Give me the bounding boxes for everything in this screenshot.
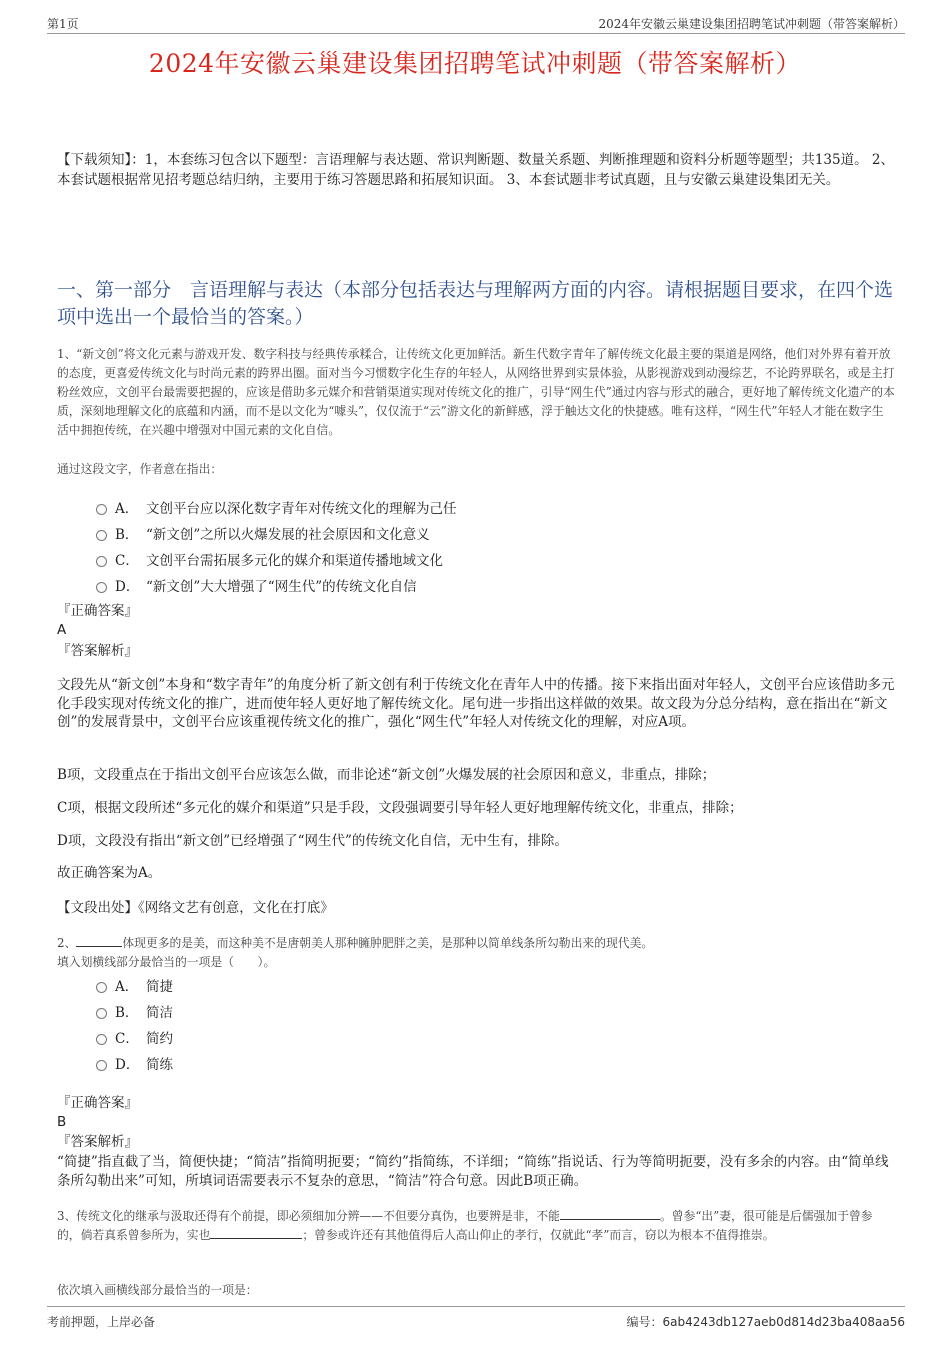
page-header: [47, 13, 905, 34]
radio-icon[interactable]: [96, 504, 107, 515]
question-2-options: [96, 972, 173, 1076]
option-c[interactable]: C． 简约: [96, 1024, 173, 1050]
question-1-options: [96, 494, 457, 598]
page-number: 第1页: [47, 17, 79, 31]
footer-code: 编号：6ab4243db127aeb0d814d23ba408aa56: [626, 1315, 905, 1329]
analysis-conclusion: 故正确答案为A。: [57, 865, 162, 881]
answer-label: 『正确答案』: [57, 603, 138, 619]
answer-label: 『正确答案』: [57, 1095, 138, 1111]
analysis-label: 『答案解析』: [57, 643, 138, 659]
radio-icon[interactable]: [96, 556, 107, 567]
question-1-text: 1、“新文创”将文化元素与游戏开发、数字科技与经典传承糅合，让传统文化更加鲜活。新生代数字青年了解传统文化最主要的渠道是网络，他们对外界有着开放的态度，更喜爱传统文化与时尚元素的跨界出圈。面对当今习惯数字化生存的年轻人，从网络世界到实景体验，从影视游戏到动漫综艺，不论跨界联名，或是主打粉丝效应，文创平台最需要把握的，应该是借助多元媒介和营销渠道实现对传统文化的推广，引导“网生代”通过内容与形式的融合，更好地了解传统文化遗产的本质，深刻地理解文化的底蕴和内涵，而不是以文化为“噱头”，仅仅流于“云”游文化的新鲜感，浮于触达文化的快捷感。唯有这样，“网生代”年轻人才能在数字生活中拥抱传统，在兴趣中增强对中国元素的文化自信。: [57, 347, 895, 437]
footer-slogan: 考前押题，上岸必备: [47, 1315, 156, 1329]
header-doc-title: 2024年安徽云巢建设集团招聘笔试冲刺题（带答案解析）: [598, 17, 905, 31]
question-2-prompt: 填入划横线部分最恰当的一项是（ ）。: [57, 955, 276, 969]
document-title: 2024年安徽云巢建设集团招聘笔试冲刺题（带答案解析）: [148, 49, 802, 78]
question-3-text: 3、传统文化的继承与汲取还得有个前提，即必须细加分辨——不但要分真伪，也要辨是非，不能 。曾参“出”妻，很可能是后儒强加于曾参的，倘若真系曾参所为，实也 ；曾参或许还有其他值得后人高山仰止的孝行，仅就此“孝”而言，窃以为根本不值得推崇。: [57, 1209, 873, 1242]
radio-icon[interactable]: [96, 582, 107, 593]
option-b[interactable]: B． “新文创”之所以火爆发展的社会原因和文化意义: [96, 520, 457, 546]
text-source: 【文段出处】《网络文艺有创意，文化在打底》: [57, 900, 334, 916]
answer-value: A: [57, 622, 67, 638]
option-c[interactable]: C． 文创平台需拓展多元化的媒介和渠道传播地域文化: [96, 546, 457, 572]
question-3-prompt: 依次填入画横线部分最恰当的一项是：: [57, 1283, 258, 1297]
fill-blank: [210, 1226, 302, 1239]
section-heading: 一、第一部分 言语理解与表达（本部分包括表达与理解两方面的内容。请根据题目要求，在四个选项中选出一个最恰当的答案。）: [57, 279, 894, 328]
radio-icon[interactable]: [96, 1008, 107, 1019]
page-footer: [47, 1306, 905, 1329]
question-2-text: 2、 体现更多的是美，而这种美不是唐朝美人那种臃肿肥胖之美，是那种以简单线条所勾勒出来的现代美。: [57, 936, 654, 950]
fill-blank: [560, 1207, 660, 1220]
radio-icon[interactable]: [96, 982, 107, 993]
fill-blank: [76, 934, 122, 947]
question-1-prompt: 通过这段文字，作者意在指出：: [57, 462, 223, 476]
radio-icon[interactable]: [96, 530, 107, 541]
radio-icon[interactable]: [96, 1060, 107, 1071]
analysis-paragraph: 文段先从“新文创”本身和“数字青年”的角度分析了新文创有利于传统文化在青年人中的传播。接下来指出面对年轻人，文创平台应该借助多元化手段实现对传统文化的推广，进而使年轻人更好地了解传统文化。尾句进一步指出这样做的效果。故文段为分总分结构，意在指出在“新文创”的发展背景中，文创平台应该重视传统文化的推广，强化“网生代”年轻人对传统文化的理解，对应A项。: [57, 677, 895, 730]
analysis-paragraph: D项，文段没有指出“新文创”已经增强了“网生代”的传统文化自信，无中生有，排除。: [57, 833, 568, 849]
option-a[interactable]: A． 文创平台应以深化数字青年对传统文化的理解为己任: [96, 494, 457, 520]
analysis-paragraph: B项，文段重点在于指出文创平台应该怎么做，而非论述“新文创”火爆发展的社会原因和意义，非重点，排除；: [57, 767, 716, 783]
option-a[interactable]: A． 简捷: [96, 972, 173, 998]
analysis-paragraph: “简捷”指直截了当，简便快捷；“简洁”指简明扼要；“简约”指简练，不详细；“简练”指说话、行为等简明扼要，没有多余的内容。由“简单线条所勾勒出来”可知，所填词语需要表示不复杂的意思，“简洁”符合句意。因此B项正确。: [57, 1154, 889, 1189]
answer-value: B: [57, 1114, 67, 1130]
option-d[interactable]: D． 简练: [96, 1050, 173, 1076]
option-d[interactable]: D． “新文创”大大增强了“网生代”的传统文化自信: [96, 572, 457, 598]
analysis-paragraph: C项，根据文段所述“多元化的媒介和渠道”只是手段，文段强调要引导年轻人更好地理解传统文化，非重点，排除；: [57, 800, 743, 816]
analysis-label: 『答案解析』: [57, 1134, 138, 1150]
option-b[interactable]: B． 简洁: [96, 998, 173, 1024]
radio-icon[interactable]: [96, 1034, 107, 1045]
download-notice: 【下载须知】：1，本套练习包含以下题型：言语理解与表达题、常识判断题、数量关系题、判断推理题和资料分析题等题型；共135道。 2、本套试题根据常见招考题总结归纳，主要用于练习答题思路和拓展知识面。 3、本套试题非考试真题，且与安徽云巢建设集团无关。: [57, 152, 894, 188]
